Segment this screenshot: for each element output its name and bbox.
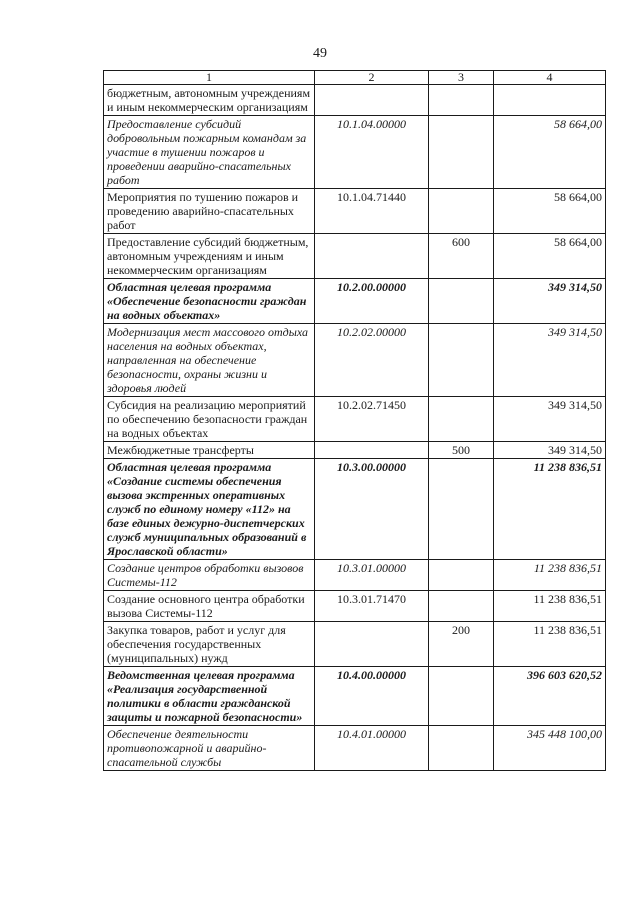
table-header-row xyxy=(104,71,606,85)
row-amount-cell: 58 664,00 xyxy=(494,189,606,234)
row-group-cell xyxy=(429,189,494,234)
row-code-cell: 10.3.01.00000 xyxy=(315,560,429,591)
table-row xyxy=(104,442,606,459)
table-row xyxy=(104,85,606,116)
table-row xyxy=(104,591,606,622)
table-row xyxy=(104,459,606,560)
page-number: 49 xyxy=(313,46,327,61)
table-body xyxy=(104,85,606,771)
row-group-cell xyxy=(429,591,494,622)
row-code-cell xyxy=(315,442,429,459)
row-group-cell xyxy=(429,459,494,560)
row-name-cell: Обеспечение деятельности противопожарной и аварийно-спасательной службы xyxy=(104,726,315,771)
row-amount-cell: 11 238 836,51 xyxy=(494,622,606,667)
row-amount-cell: 11 238 836,51 xyxy=(494,591,606,622)
row-group-cell xyxy=(429,726,494,771)
row-amount-cell: 349 314,50 xyxy=(494,397,606,442)
row-amount-cell: 11 238 836,51 xyxy=(494,560,606,591)
row-name-cell: Субсидия на реализацию мероприятий по обеспечению безопасности граждан на водных объектах xyxy=(104,397,315,442)
table-row xyxy=(104,279,606,324)
row-group-cell: 600 xyxy=(429,234,494,279)
table-row xyxy=(104,189,606,234)
row-name-cell: Закупка товаров, работ и услуг для обеспечения государственных (муниципальных) нужд xyxy=(104,622,315,667)
table-row xyxy=(104,234,606,279)
row-group-cell xyxy=(429,279,494,324)
table-row xyxy=(104,397,606,442)
row-group-cell xyxy=(429,560,494,591)
row-group-cell xyxy=(429,324,494,397)
row-group-cell xyxy=(429,85,494,116)
row-amount-cell: 349 314,50 xyxy=(494,279,606,324)
row-name-cell: Модернизация мест массового отдыха населения на водных объектах, направленная на обеспечение безопасности, охраны жизни и здоровья людей xyxy=(104,324,315,397)
header-col-2: 2 xyxy=(315,71,429,85)
row-name-cell: Предоставление субсидий добровольным пожарным командам за участие в тушении пожаров и проведении аварийно-спасательных работ xyxy=(104,116,315,189)
table-row xyxy=(104,726,606,771)
header-col-1: 1 xyxy=(104,71,315,85)
row-name-cell: Межбюджетные трансферты xyxy=(104,442,315,459)
row-code-cell xyxy=(315,85,429,116)
table-row xyxy=(104,116,606,189)
row-amount-cell: 11 238 836,51 xyxy=(494,459,606,560)
header-col-3: 3 xyxy=(429,71,494,85)
row-name-cell: Ведомственная целевая программа «Реализация государственной политики в области гражданской защиты и пожарной безопасности» xyxy=(104,667,315,726)
row-name-cell: Областная целевая программа «Обеспечение безопасности граждан на водных объектах» xyxy=(104,279,315,324)
table-row xyxy=(104,667,606,726)
row-name-cell: Областная целевая программа «Создание системы обеспечения вызова экстренных оперативных служб по единому номеру «112» на базе единых дежурно-диспетчерских служб муниципальных образований в Ярославской области» xyxy=(104,459,315,560)
row-name-cell: Создание основного центра обработки вызова Системы-112 xyxy=(104,591,315,622)
row-code-cell: 10.1.04.71440 xyxy=(315,189,429,234)
row-group-cell xyxy=(429,397,494,442)
header-col-4: 4 xyxy=(494,71,606,85)
row-name-cell: Предоставление субсидий бюджетным, автономным учреждениям и иным некоммерческим организациям xyxy=(104,234,315,279)
row-name-cell: Создание центров обработки вызовов Системы-112 xyxy=(104,560,315,591)
row-code-cell: 10.2.00.00000 xyxy=(315,279,429,324)
row-amount-cell: 396 603 620,52 xyxy=(494,667,606,726)
row-amount-cell: 58 664,00 xyxy=(494,116,606,189)
row-code-cell: 10.3.01.71470 xyxy=(315,591,429,622)
row-group-cell xyxy=(429,116,494,189)
row-amount-cell: 349 314,50 xyxy=(494,324,606,397)
row-amount-cell xyxy=(494,85,606,116)
row-group-cell xyxy=(429,667,494,726)
row-amount-cell: 349 314,50 xyxy=(494,442,606,459)
row-code-cell xyxy=(315,234,429,279)
table-row xyxy=(104,324,606,397)
budget-table xyxy=(103,70,606,771)
row-code-cell: 10.2.02.00000 xyxy=(315,324,429,397)
table-row xyxy=(104,560,606,591)
row-name-cell: бюджетным, автономным учреждениям и иным некоммерческим организациям xyxy=(104,85,315,116)
row-code-cell: 10.4.00.00000 xyxy=(315,667,429,726)
row-amount-cell: 58 664,00 xyxy=(494,234,606,279)
row-code-cell: 10.1.04.00000 xyxy=(315,116,429,189)
row-code-cell: 10.3.00.00000 xyxy=(315,459,429,560)
row-group-cell: 500 xyxy=(429,442,494,459)
row-code-cell xyxy=(315,622,429,667)
row-amount-cell: 345 448 100,00 xyxy=(494,726,606,771)
row-group-cell: 200 xyxy=(429,622,494,667)
row-code-cell: 10.4.01.00000 xyxy=(315,726,429,771)
row-code-cell: 10.2.02.71450 xyxy=(315,397,429,442)
table-row xyxy=(104,622,606,667)
row-name-cell: Мероприятия по тушению пожаров и проведению аварийно-спасательных работ xyxy=(104,189,315,234)
